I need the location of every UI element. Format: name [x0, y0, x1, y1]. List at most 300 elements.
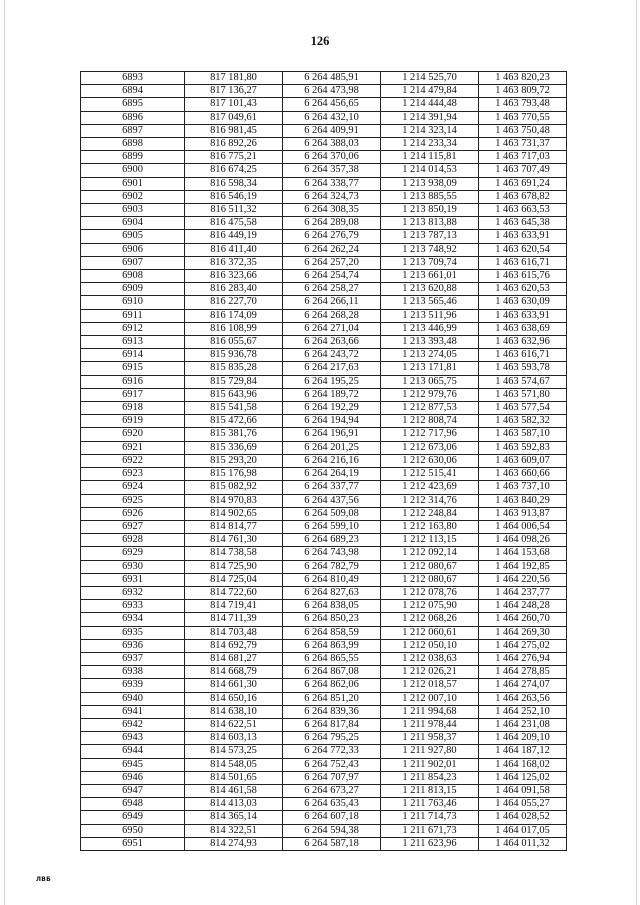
y2-coordinate-cell: 1 464 237,77	[479, 586, 567, 599]
y2-coordinate-cell: 1 464 153,68	[479, 547, 567, 560]
y2-coordinate-cell: 1 464 248,28	[479, 600, 567, 613]
x2-coordinate-cell: 1 212 050,10	[381, 639, 479, 652]
table-row	[81, 85, 567, 98]
y2-coordinate-cell: 1 464 231,08	[479, 718, 567, 731]
y-coordinate-cell: 6 264 308,35	[283, 204, 381, 217]
x-coordinate-cell: 816 892,26	[185, 138, 283, 151]
y2-coordinate-cell: 1 463 737,10	[479, 481, 567, 494]
y2-coordinate-cell: 1 464 028,52	[479, 811, 567, 824]
y2-coordinate-cell: 1 464 091,58	[479, 784, 567, 797]
y2-coordinate-cell: 1 463 809,72	[479, 85, 567, 98]
y2-coordinate-cell: 1 463 620,53	[479, 283, 567, 296]
x-coordinate-cell: 815 336,69	[185, 441, 283, 454]
point-number-cell: 6950	[81, 824, 185, 837]
table-row	[81, 270, 567, 283]
page-edge-right	[636, 0, 637, 905]
y-coordinate-cell: 6 264 268,28	[283, 309, 381, 322]
y-coordinate-cell: 6 264 817,84	[283, 718, 381, 731]
point-number-cell: 6923	[81, 468, 185, 481]
y-coordinate-cell: 6 264 795,25	[283, 732, 381, 745]
x-coordinate-cell: 816 372,35	[185, 256, 283, 269]
y-coordinate-cell: 6 264 851,20	[283, 692, 381, 705]
table-row	[81, 666, 567, 679]
x2-coordinate-cell: 1 212 007,10	[381, 692, 479, 705]
y2-coordinate-cell: 1 463 707,49	[479, 164, 567, 177]
table-row	[81, 388, 567, 401]
x-coordinate-cell: 816 981,45	[185, 124, 283, 137]
x2-coordinate-cell: 1 211 813,15	[381, 784, 479, 797]
point-number-cell: 6921	[81, 441, 185, 454]
x2-coordinate-cell: 1 213 709,74	[381, 256, 479, 269]
y-coordinate-cell: 6 264 263,66	[283, 336, 381, 349]
y2-coordinate-cell: 1 463 913,87	[479, 507, 567, 520]
table-row	[81, 428, 567, 441]
point-number-cell: 6941	[81, 705, 185, 718]
y2-coordinate-cell: 1 463 633,91	[479, 230, 567, 243]
x-coordinate-cell: 817 101,43	[185, 98, 283, 111]
x2-coordinate-cell: 1 213 620,88	[381, 283, 479, 296]
y-coordinate-cell: 6 264 772,33	[283, 745, 381, 758]
x2-coordinate-cell: 1 212 515,41	[381, 468, 479, 481]
y-coordinate-cell: 6 264 587,18	[283, 837, 381, 850]
x2-coordinate-cell: 1 211 927,80	[381, 745, 479, 758]
table-row	[81, 296, 567, 309]
page-edge-left	[4, 0, 5, 905]
y2-coordinate-cell: 1 463 630,09	[479, 296, 567, 309]
point-number-cell: 6919	[81, 415, 185, 428]
table-row	[81, 771, 567, 784]
y2-coordinate-cell: 1 463 571,80	[479, 388, 567, 401]
table-row	[81, 560, 567, 573]
y2-coordinate-cell: 1 463 750,48	[479, 124, 567, 137]
y-coordinate-cell: 6 264 264,19	[283, 468, 381, 481]
y2-coordinate-cell: 1 463 633,91	[479, 309, 567, 322]
point-number-cell: 6896	[81, 111, 185, 124]
point-number-cell: 6931	[81, 573, 185, 586]
x2-coordinate-cell: 1 211 978,44	[381, 718, 479, 731]
table-row	[81, 283, 567, 296]
y-coordinate-cell: 6 264 827,63	[283, 586, 381, 599]
page-number: 126	[310, 34, 330, 48]
table-row	[81, 98, 567, 111]
table-row	[81, 111, 567, 124]
x-coordinate-cell: 816 511,32	[185, 204, 283, 217]
table-row	[81, 613, 567, 626]
table-row	[81, 811, 567, 824]
y-coordinate-cell: 6 264 262,24	[283, 243, 381, 256]
point-number-cell: 6909	[81, 283, 185, 296]
table-row	[81, 349, 567, 362]
x2-coordinate-cell: 1 213 661,01	[381, 270, 479, 283]
point-number-cell: 6910	[81, 296, 185, 309]
y2-coordinate-cell: 1 463 587,10	[479, 428, 567, 441]
point-number-cell: 6899	[81, 151, 185, 164]
y-coordinate-cell: 6 264 195,25	[283, 375, 381, 388]
point-number-cell: 6912	[81, 322, 185, 335]
point-number-cell: 6897	[81, 124, 185, 137]
y-coordinate-cell: 6 264 752,43	[283, 758, 381, 771]
y2-coordinate-cell: 1 464 269,30	[479, 626, 567, 639]
x2-coordinate-cell: 1 212 630,06	[381, 454, 479, 467]
y2-coordinate-cell: 1 464 006,54	[479, 520, 567, 533]
table-row	[81, 164, 567, 177]
table-row	[81, 204, 567, 217]
point-number-cell: 6907	[81, 256, 185, 269]
table-row	[81, 784, 567, 797]
x2-coordinate-cell: 1 211 958,37	[381, 732, 479, 745]
point-number-cell: 6944	[81, 745, 185, 758]
y-coordinate-cell: 6 264 194,94	[283, 415, 381, 428]
y2-coordinate-cell: 1 463 840,29	[479, 494, 567, 507]
y2-coordinate-cell: 1 463 592,83	[479, 441, 567, 454]
x-coordinate-cell: 814 548,05	[185, 758, 283, 771]
x-coordinate-cell: 816 174,09	[185, 309, 283, 322]
x-coordinate-cell: 817 181,80	[185, 72, 283, 85]
y2-coordinate-cell: 1 463 620,54	[479, 243, 567, 256]
point-number-cell: 6951	[81, 837, 185, 850]
y-coordinate-cell: 6 264 838,05	[283, 600, 381, 613]
x-coordinate-cell: 814 622,51	[185, 718, 283, 731]
point-number-cell: 6926	[81, 507, 185, 520]
table-row	[81, 309, 567, 322]
table-row	[81, 230, 567, 243]
y-coordinate-cell: 6 264 485,91	[283, 72, 381, 85]
x-coordinate-cell: 816 475,58	[185, 217, 283, 230]
y2-coordinate-cell: 1 464 275,02	[479, 639, 567, 652]
x2-coordinate-cell: 1 213 274,05	[381, 349, 479, 362]
x-coordinate-cell: 814 902,65	[185, 507, 283, 520]
x2-coordinate-cell: 1 213 850,19	[381, 204, 479, 217]
table-row	[81, 217, 567, 230]
y-coordinate-cell: 6 264 743,98	[283, 547, 381, 560]
table-row	[81, 243, 567, 256]
table-row	[81, 573, 567, 586]
x-coordinate-cell: 814 413,03	[185, 798, 283, 811]
y-coordinate-cell: 6 264 707,97	[283, 771, 381, 784]
x2-coordinate-cell: 1 214 391,94	[381, 111, 479, 124]
x-coordinate-cell: 814 661,30	[185, 679, 283, 692]
table-row	[81, 705, 567, 718]
x2-coordinate-cell: 1 211 854,23	[381, 771, 479, 784]
table-row	[81, 534, 567, 547]
y2-coordinate-cell: 1 463 574,67	[479, 375, 567, 388]
table-row	[81, 718, 567, 731]
x2-coordinate-cell: 1 212 877,53	[381, 402, 479, 415]
table-row	[81, 256, 567, 269]
y2-coordinate-cell: 1 464 187,12	[479, 745, 567, 758]
y-coordinate-cell: 6 264 673,27	[283, 784, 381, 797]
table-row	[81, 626, 567, 639]
x2-coordinate-cell: 1 212 808,74	[381, 415, 479, 428]
point-number-cell: 6914	[81, 349, 185, 362]
point-number-cell: 6942	[81, 718, 185, 731]
x2-coordinate-cell: 1 214 525,70	[381, 72, 479, 85]
point-number-cell: 6946	[81, 771, 185, 784]
y2-coordinate-cell: 1 463 731,37	[479, 138, 567, 151]
y-coordinate-cell: 6 264 437,56	[283, 494, 381, 507]
x2-coordinate-cell: 1 213 171,81	[381, 362, 479, 375]
point-number-cell: 6908	[81, 270, 185, 283]
y2-coordinate-cell: 1 463 793,48	[479, 98, 567, 111]
x2-coordinate-cell: 1 211 763,46	[381, 798, 479, 811]
y2-coordinate-cell: 1 464 274,07	[479, 679, 567, 692]
y-coordinate-cell: 6 264 409,91	[283, 124, 381, 137]
table-row	[81, 586, 567, 599]
y-coordinate-cell: 6 264 599,10	[283, 520, 381, 533]
x2-coordinate-cell: 1 213 393,48	[381, 336, 479, 349]
y-coordinate-cell: 6 264 271,04	[283, 322, 381, 335]
table-row	[81, 72, 567, 85]
x2-coordinate-cell: 1 213 511,96	[381, 309, 479, 322]
x-coordinate-cell: 814 711,39	[185, 613, 283, 626]
y2-coordinate-cell: 1 463 663,53	[479, 204, 567, 217]
point-number-cell: 6924	[81, 481, 185, 494]
x-coordinate-cell: 815 472,66	[185, 415, 283, 428]
x-coordinate-cell: 815 643,96	[185, 388, 283, 401]
x-coordinate-cell: 815 082,92	[185, 481, 283, 494]
y2-coordinate-cell: 1 463 660,66	[479, 468, 567, 481]
y-coordinate-cell: 6 264 289,08	[283, 217, 381, 230]
point-number-cell: 6925	[81, 494, 185, 507]
y-coordinate-cell: 6 264 257,20	[283, 256, 381, 269]
coordinates-table	[80, 71, 567, 851]
table-row	[81, 745, 567, 758]
point-number-cell: 6934	[81, 613, 185, 626]
x-coordinate-cell: 815 835,28	[185, 362, 283, 375]
y-coordinate-cell: 6 264 370,06	[283, 151, 381, 164]
y-coordinate-cell: 6 264 243,72	[283, 349, 381, 362]
x2-coordinate-cell: 1 212 038,63	[381, 652, 479, 665]
point-number-cell: 6906	[81, 243, 185, 256]
y-coordinate-cell: 6 264 473,98	[283, 85, 381, 98]
x-coordinate-cell: 816 323,66	[185, 270, 283, 283]
point-number-cell: 6933	[81, 600, 185, 613]
x2-coordinate-cell: 1 214 014,53	[381, 164, 479, 177]
y-coordinate-cell: 6 264 863,99	[283, 639, 381, 652]
x-coordinate-cell: 814 573,25	[185, 745, 283, 758]
x-coordinate-cell: 814 501,65	[185, 771, 283, 784]
point-number-cell: 6935	[81, 626, 185, 639]
y-coordinate-cell: 6 264 839,36	[283, 705, 381, 718]
y-coordinate-cell: 6 264 456,65	[283, 98, 381, 111]
y2-coordinate-cell: 1 464 220,56	[479, 573, 567, 586]
x-coordinate-cell: 816 775,21	[185, 151, 283, 164]
x2-coordinate-cell: 1 212 068,26	[381, 613, 479, 626]
y-coordinate-cell: 6 264 594,38	[283, 824, 381, 837]
y-coordinate-cell: 6 264 266,11	[283, 296, 381, 309]
table-row	[81, 177, 567, 190]
point-number-cell: 6894	[81, 85, 185, 98]
x2-coordinate-cell: 1 213 565,46	[381, 296, 479, 309]
table-row	[81, 402, 567, 415]
x2-coordinate-cell: 1 213 938,09	[381, 177, 479, 190]
point-number-cell: 6893	[81, 72, 185, 85]
x2-coordinate-cell: 1 212 026,21	[381, 666, 479, 679]
x2-coordinate-cell: 1 214 323,14	[381, 124, 479, 137]
x2-coordinate-cell: 1 214 233,34	[381, 138, 479, 151]
y-coordinate-cell: 6 264 189,72	[283, 388, 381, 401]
point-number-cell: 6904	[81, 217, 185, 230]
y2-coordinate-cell: 1 463 820,23	[479, 72, 567, 85]
table-row	[81, 138, 567, 151]
table-row	[81, 481, 567, 494]
x-coordinate-cell: 816 283,40	[185, 283, 283, 296]
y2-coordinate-cell: 1 463 609,07	[479, 454, 567, 467]
x2-coordinate-cell: 1 212 163,80	[381, 520, 479, 533]
y-coordinate-cell: 6 264 689,23	[283, 534, 381, 547]
y2-coordinate-cell: 1 464 252,10	[479, 705, 567, 718]
table-row	[81, 468, 567, 481]
x-coordinate-cell: 814 322,51	[185, 824, 283, 837]
x2-coordinate-cell: 1 213 446,99	[381, 322, 479, 335]
x-coordinate-cell: 816 411,40	[185, 243, 283, 256]
point-number-cell: 6932	[81, 586, 185, 599]
x2-coordinate-cell: 1 211 902,01	[381, 758, 479, 771]
point-number-cell: 6915	[81, 362, 185, 375]
y2-coordinate-cell: 1 463 593,78	[479, 362, 567, 375]
x2-coordinate-cell: 1 211 623,96	[381, 837, 479, 850]
table-row	[81, 362, 567, 375]
x-coordinate-cell: 814 722,60	[185, 586, 283, 599]
table-row	[81, 639, 567, 652]
x2-coordinate-cell: 1 212 018,57	[381, 679, 479, 692]
y-coordinate-cell: 6 264 865,55	[283, 652, 381, 665]
table-row	[81, 190, 567, 203]
x-coordinate-cell: 814 738,58	[185, 547, 283, 560]
x2-coordinate-cell: 1 212 113,15	[381, 534, 479, 547]
point-number-cell: 6911	[81, 309, 185, 322]
y-coordinate-cell: 6 264 201,25	[283, 441, 381, 454]
y-coordinate-cell: 6 264 254,74	[283, 270, 381, 283]
point-number-cell: 6922	[81, 454, 185, 467]
y-coordinate-cell: 6 264 216,16	[283, 454, 381, 467]
x-coordinate-cell: 817 136,27	[185, 85, 283, 98]
x2-coordinate-cell: 1 214 115,81	[381, 151, 479, 164]
table-row	[81, 507, 567, 520]
table-row	[81, 454, 567, 467]
x2-coordinate-cell: 1 212 075,90	[381, 600, 479, 613]
x-coordinate-cell: 816 674,25	[185, 164, 283, 177]
point-number-cell: 6937	[81, 652, 185, 665]
x-coordinate-cell: 815 381,76	[185, 428, 283, 441]
x-coordinate-cell: 814 814,77	[185, 520, 283, 533]
table-row	[81, 692, 567, 705]
x2-coordinate-cell: 1 212 314,76	[381, 494, 479, 507]
x2-coordinate-cell: 1 212 248,84	[381, 507, 479, 520]
y-coordinate-cell: 6 264 635,43	[283, 798, 381, 811]
x2-coordinate-cell: 1 211 671,73	[381, 824, 479, 837]
x-coordinate-cell: 815 293,20	[185, 454, 283, 467]
point-number-cell: 6898	[81, 138, 185, 151]
y2-coordinate-cell: 1 464 017,05	[479, 824, 567, 837]
x-coordinate-cell: 814 365,14	[185, 811, 283, 824]
x2-coordinate-cell: 1 211 994,68	[381, 705, 479, 718]
x-coordinate-cell: 814 461,58	[185, 784, 283, 797]
x-coordinate-cell: 814 703,48	[185, 626, 283, 639]
x2-coordinate-cell: 1 212 717,96	[381, 428, 479, 441]
x-coordinate-cell: 815 541,58	[185, 402, 283, 415]
x-coordinate-cell: 815 176,98	[185, 468, 283, 481]
x-coordinate-cell: 816 449,19	[185, 230, 283, 243]
y2-coordinate-cell: 1 463 717,03	[479, 151, 567, 164]
x-coordinate-cell: 814 725,90	[185, 560, 283, 573]
x-coordinate-cell: 814 650,16	[185, 692, 283, 705]
x2-coordinate-cell: 1 213 813,88	[381, 217, 479, 230]
x-coordinate-cell: 814 274,93	[185, 837, 283, 850]
y-coordinate-cell: 6 264 607,18	[283, 811, 381, 824]
y2-coordinate-cell: 1 463 770,55	[479, 111, 567, 124]
table-row	[81, 798, 567, 811]
y2-coordinate-cell: 1 463 616,71	[479, 349, 567, 362]
x2-coordinate-cell: 1 212 080,67	[381, 560, 479, 573]
table-row	[81, 415, 567, 428]
y-coordinate-cell: 6 264 338,77	[283, 177, 381, 190]
x-coordinate-cell: 816 598,34	[185, 177, 283, 190]
y2-coordinate-cell: 1 463 645,38	[479, 217, 567, 230]
table-row	[81, 336, 567, 349]
point-number-cell: 6903	[81, 204, 185, 217]
y2-coordinate-cell: 1 463 632,96	[479, 336, 567, 349]
y2-coordinate-cell: 1 464 125,02	[479, 771, 567, 784]
point-number-cell: 6929	[81, 547, 185, 560]
point-number-cell: 6916	[81, 375, 185, 388]
y2-coordinate-cell: 1 463 616,71	[479, 256, 567, 269]
x-coordinate-cell: 814 638,10	[185, 705, 283, 718]
point-number-cell: 6948	[81, 798, 185, 811]
x-coordinate-cell: 816 227,70	[185, 296, 283, 309]
y2-coordinate-cell: 1 463 577,54	[479, 402, 567, 415]
x2-coordinate-cell: 1 212 078,76	[381, 586, 479, 599]
x2-coordinate-cell: 1 213 748,92	[381, 243, 479, 256]
table-row	[81, 824, 567, 837]
x2-coordinate-cell: 1 214 479,84	[381, 85, 479, 98]
x-coordinate-cell: 817 049,61	[185, 111, 283, 124]
point-number-cell: 6905	[81, 230, 185, 243]
y2-coordinate-cell: 1 463 615,76	[479, 270, 567, 283]
table-row	[81, 547, 567, 560]
coordinates-table-body	[81, 72, 567, 851]
x-coordinate-cell: 816 546,19	[185, 190, 283, 203]
y2-coordinate-cell: 1 464 263,56	[479, 692, 567, 705]
y-coordinate-cell: 6 264 850,23	[283, 613, 381, 626]
y2-coordinate-cell: 1 464 011,32	[479, 837, 567, 850]
y-coordinate-cell: 6 264 337,77	[283, 481, 381, 494]
y-coordinate-cell: 6 264 388,03	[283, 138, 381, 151]
point-number-cell: 6895	[81, 98, 185, 111]
point-number-cell: 6927	[81, 520, 185, 533]
x-coordinate-cell: 815 936,78	[185, 349, 283, 362]
x2-coordinate-cell: 1 211 714,73	[381, 811, 479, 824]
x2-coordinate-cell: 1 212 423,69	[381, 481, 479, 494]
y-coordinate-cell: 6 264 867,08	[283, 666, 381, 679]
y2-coordinate-cell: 1 464 276,94	[479, 652, 567, 665]
point-number-cell: 6945	[81, 758, 185, 771]
x-coordinate-cell: 815 729,84	[185, 375, 283, 388]
point-number-cell: 6936	[81, 639, 185, 652]
point-number-cell: 6902	[81, 190, 185, 203]
point-number-cell: 6940	[81, 692, 185, 705]
y-coordinate-cell: 6 264 810,49	[283, 573, 381, 586]
x-coordinate-cell: 814 761,30	[185, 534, 283, 547]
y-coordinate-cell: 6 264 276,79	[283, 230, 381, 243]
table-row	[81, 124, 567, 137]
x2-coordinate-cell: 1 212 979,76	[381, 388, 479, 401]
y-coordinate-cell: 6 264 509,08	[283, 507, 381, 520]
point-number-cell: 6938	[81, 666, 185, 679]
point-number-cell: 6920	[81, 428, 185, 441]
y2-coordinate-cell: 1 463 678,82	[479, 190, 567, 203]
x2-coordinate-cell: 1 214 444,48	[381, 98, 479, 111]
